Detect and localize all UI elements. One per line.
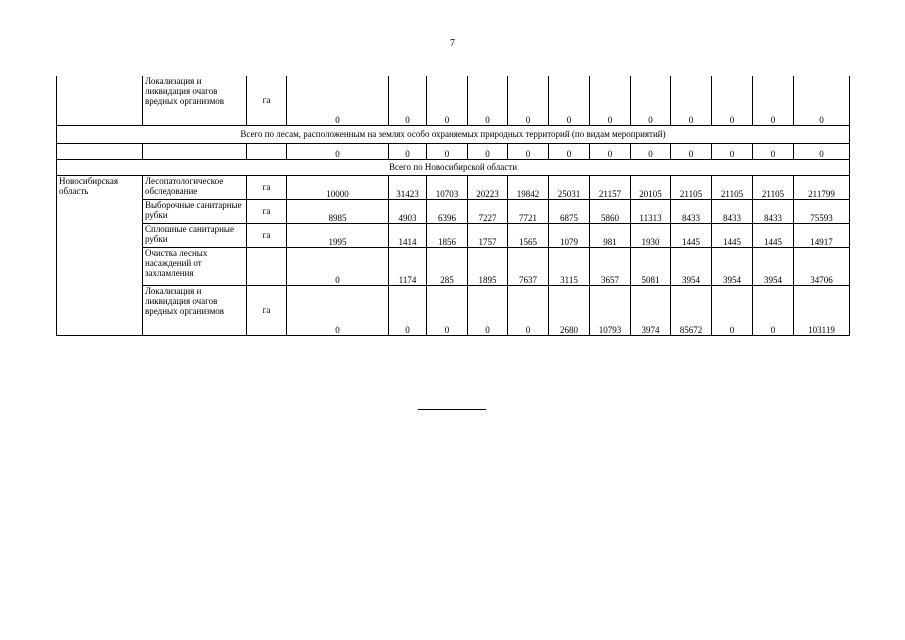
unit-cell [247,247,287,285]
activity-cell [143,143,247,159]
value-cell: 0 [671,76,712,125]
value-cell: 0 [389,76,427,125]
section-title-region: Всего по Новосибирской области [57,159,850,175]
value-cell: 1414 [389,223,427,247]
table-row [57,223,850,247]
value-cell: 10793 [590,285,631,335]
value-cell: 8433 [712,199,753,223]
footer-divider [418,409,486,410]
value-cell: 0 [287,143,389,159]
value-cell: 0 [287,285,389,335]
value-cell: 5081 [631,247,671,285]
activity-cell: Локализация и ликвидация очагов вредных организмов [143,285,247,335]
value-cell: 0 [468,285,508,335]
table-row [57,199,850,223]
activity-cell: Выборочные санитарные рубки [143,199,247,223]
value-cell: 3954 [712,247,753,285]
value-cell: 0 [287,247,389,285]
section-heading-row [57,159,850,175]
value-cell: 0 [427,76,468,125]
activity-cell: Сплошные санитарные рубки [143,223,247,247]
value-cell: 0 [389,285,427,335]
value-cell: 0 [753,76,794,125]
value-cell: 0 [712,76,753,125]
value-cell: 3954 [671,247,712,285]
value-cell: 0 [427,285,468,335]
value-cell: 0 [671,143,712,159]
value-cell: 8433 [753,199,794,223]
value-cell: 1445 [671,223,712,247]
value-cell: 8433 [671,199,712,223]
value-cell: 85672 [671,285,712,335]
value-cell: 981 [590,223,631,247]
table-row [57,76,850,125]
region-cell [57,76,143,125]
value-cell: 285 [427,247,468,285]
activity-cell: Лесопатологическое обследование [143,175,247,199]
value-cell: 7721 [508,199,549,223]
value-cell: 0 [549,76,590,125]
value-cell: 6396 [427,199,468,223]
value-cell: 0 [631,143,671,159]
section-title-protected: Всего по лесам, расположенным на землях особо охраняемых природных территорий (по видам мероприятий) [57,125,850,143]
table-row [57,247,850,285]
value-cell: 103119 [794,285,850,335]
value-cell: 34706 [794,247,850,285]
value-cell: 3657 [590,247,631,285]
value-cell: 0 [753,285,794,335]
value-cell: 0 [712,143,753,159]
value-cell: 21105 [671,175,712,199]
value-cell: 0 [508,76,549,125]
value-cell: 31423 [389,175,427,199]
value-cell: 0 [712,285,753,335]
value-cell: 0 [631,76,671,125]
value-cell: 10703 [427,175,468,199]
value-cell: 7637 [508,247,549,285]
value-cell: 7227 [468,199,508,223]
region-name: Новосибирская область [57,175,143,335]
value-cell: 0 [468,143,508,159]
value-cell: 3954 [753,247,794,285]
value-cell: 1995 [287,223,389,247]
value-cell: 21105 [753,175,794,199]
value-cell: 75593 [794,199,850,223]
value-cell: 1174 [389,247,427,285]
value-cell: 0 [427,143,468,159]
unit-cell: га [247,223,287,247]
value-cell: 0 [508,285,549,335]
table-row [57,175,850,199]
value-cell: 3974 [631,285,671,335]
value-cell: 5860 [590,199,631,223]
value-cell: 1445 [712,223,753,247]
unit-cell: га [247,285,287,335]
value-cell: 6875 [549,199,590,223]
value-cell: 1895 [468,247,508,285]
value-cell: 8985 [287,199,389,223]
value-cell: 1565 [508,223,549,247]
value-cell: 21105 [712,175,753,199]
value-cell: 4903 [389,199,427,223]
activity-cell: Очистка лесных насаждений от захламления [143,247,247,285]
value-cell: 3115 [549,247,590,285]
section-heading-row [57,125,850,143]
region-cell [57,143,143,159]
value-cell: 0 [794,76,850,125]
forest-protection-table [56,76,850,336]
value-cell: 25031 [549,175,590,199]
value-cell: 0 [389,143,427,159]
value-cell: 0 [590,76,631,125]
value-cell: 21157 [590,175,631,199]
unit-cell: га [247,175,287,199]
value-cell: 14917 [794,223,850,247]
value-cell: 0 [753,143,794,159]
value-cell: 0 [590,143,631,159]
value-cell: 1445 [753,223,794,247]
table-row [57,285,850,335]
value-cell: 20223 [468,175,508,199]
page-number: 7 [450,38,455,49]
value-cell: 10000 [287,175,389,199]
value-cell: 1757 [468,223,508,247]
value-cell: 11313 [631,199,671,223]
value-cell: 1079 [549,223,590,247]
value-cell: 1930 [631,223,671,247]
activity-cell: Локализация и ликвидация очагов вредных организмов [143,76,247,125]
value-cell: 1856 [427,223,468,247]
table-row [57,143,850,159]
unit-cell [247,143,287,159]
value-cell: 0 [287,76,389,125]
unit-cell: га [247,199,287,223]
value-cell: 0 [549,143,590,159]
value-cell: 2680 [549,285,590,335]
value-cell: 19842 [508,175,549,199]
value-cell: 211799 [794,175,850,199]
value-cell: 0 [468,76,508,125]
value-cell: 0 [508,143,549,159]
unit-cell: га [247,76,287,125]
value-cell: 0 [794,143,850,159]
value-cell: 20105 [631,175,671,199]
